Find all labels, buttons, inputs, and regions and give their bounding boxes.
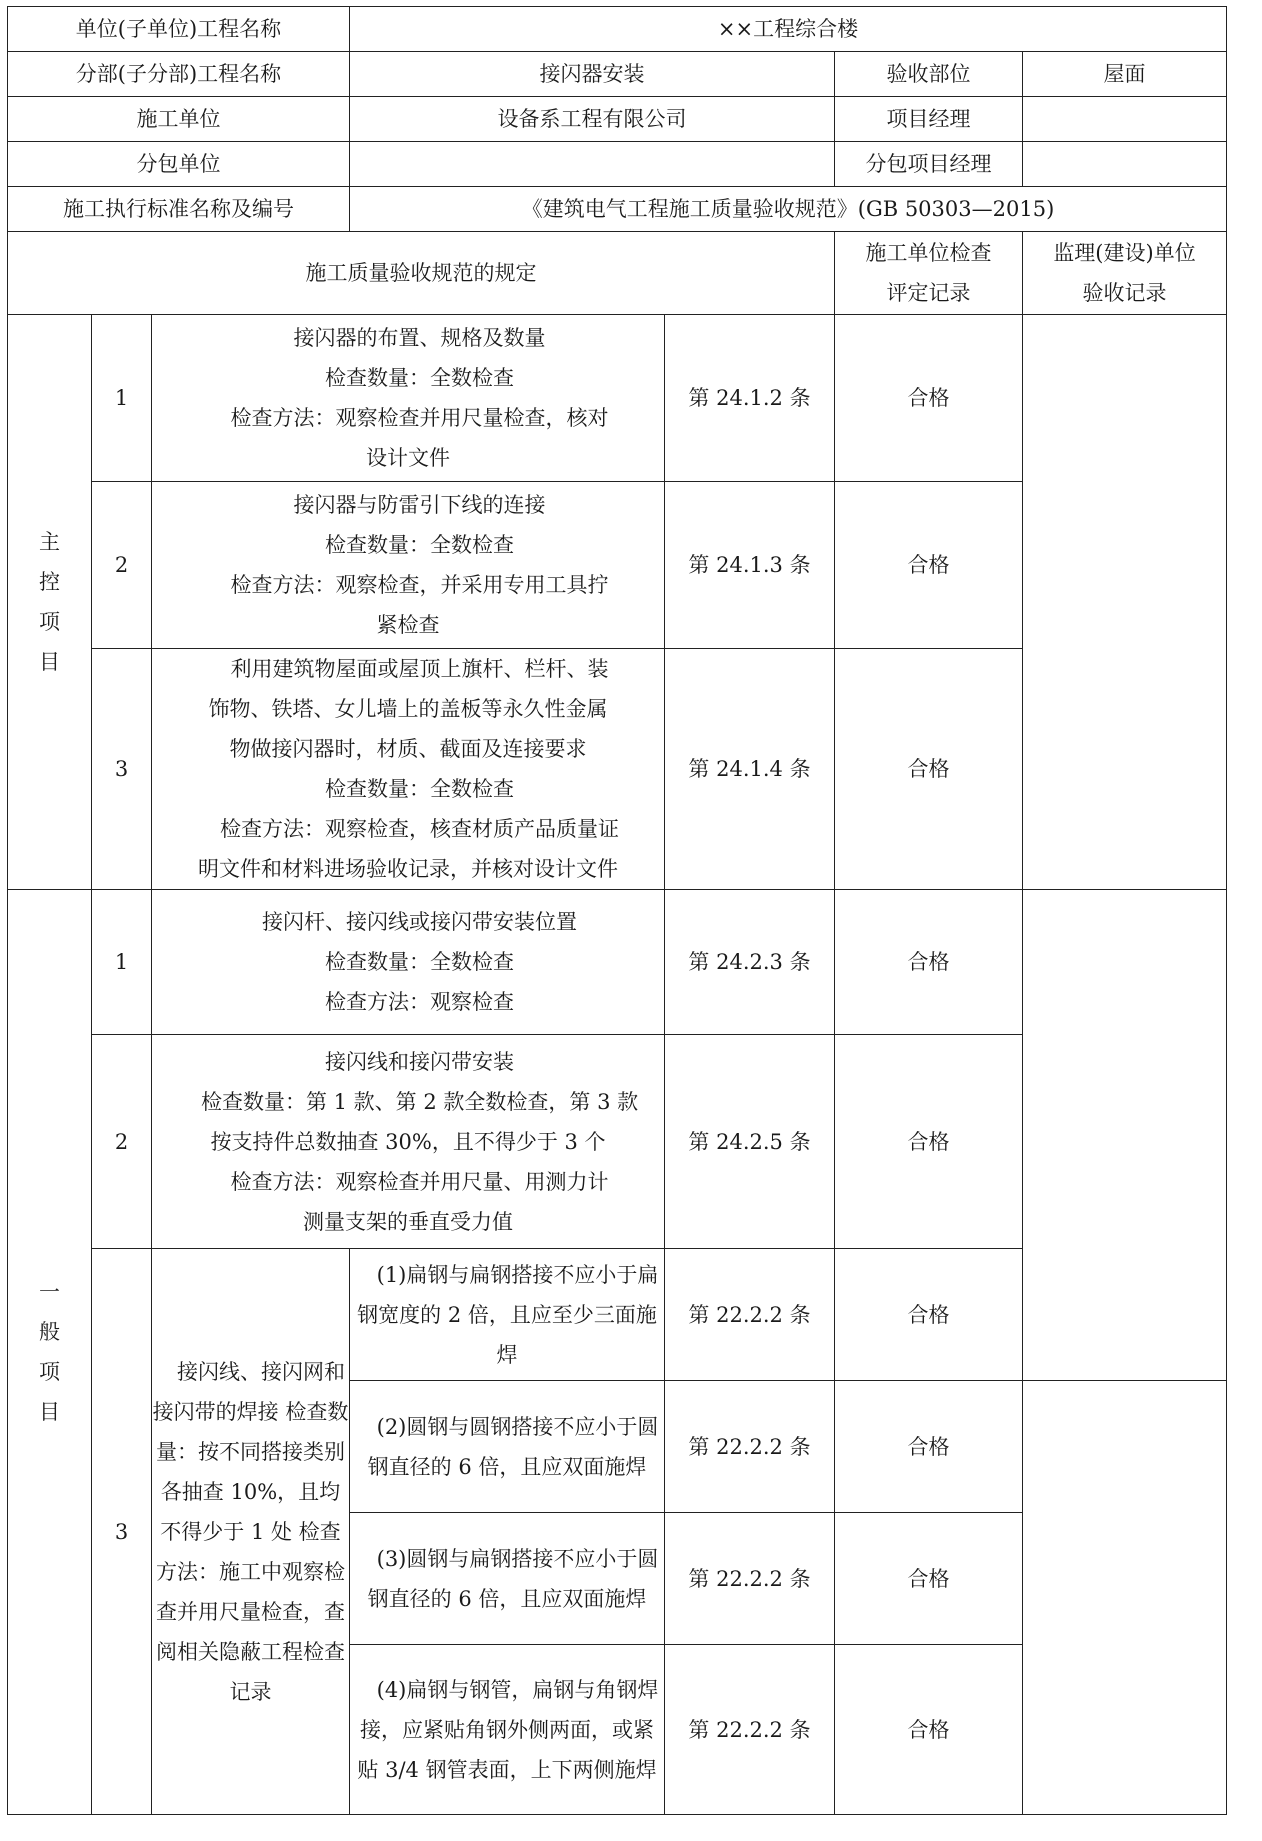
standard-label: 施工执行标准名称及编号	[8, 187, 350, 232]
row-sub-project	[8, 52, 1227, 97]
main-control-char-2: 控	[39, 570, 60, 594]
check-record-header-line1: 施工单位检查	[865, 241, 992, 265]
check-result: 合格	[835, 890, 1023, 1035]
general-category	[8, 890, 92, 1815]
requirement-line: 检查数量：全数检查	[325, 777, 515, 801]
row-standard	[8, 187, 1227, 232]
requirement-line: 接闪器与防雷引下线的连接	[293, 493, 546, 517]
supervision-record-general-lower	[1023, 1381, 1227, 1815]
requirement-line: 检查方法：观察检查并用尺量检查，核对	[230, 406, 609, 430]
check-result: 合格	[835, 1645, 1023, 1815]
supervision-header-line1: 监理(建设)单位	[1053, 241, 1196, 265]
requirement-line: 检查方法：观察检查，核查材质产品质量证	[220, 817, 620, 841]
spec-column-header: 施工质量验收规范的规定	[8, 232, 835, 315]
main-control-char-3: 项	[39, 610, 60, 634]
check-record-header-line2: 评定记录	[886, 281, 971, 305]
sub-requirement-text: (4)扁钢与钢管，扁钢与角钢焊接，应紧贴角钢外侧两面，或紧贴 3/4 钢管表面，上下两侧施焊	[350, 1645, 665, 1815]
requirement-text	[152, 649, 665, 890]
main-control-category	[8, 315, 92, 890]
requirement-line: 接闪线和接闪带安装	[325, 1049, 515, 1074]
general-row-1	[8, 890, 1227, 1035]
sub-requirement-text: (2)圆钢与圆钢搭接不应小于圆钢直径的 6 倍，且应双面施焊	[350, 1381, 665, 1513]
requirement-line: 检查数量：全数检查	[325, 950, 515, 974]
requirement-text	[152, 315, 665, 482]
requirement-line: 按支持件总数抽查 30%，且不得少于 3 个	[210, 1129, 606, 1154]
acceptance-part-label: 验收部位	[835, 52, 1023, 97]
item-number: 1	[92, 890, 152, 1035]
requirement-line: 明文件和材料进场验收记录，并核对设计文件	[198, 857, 618, 881]
general-char-2: 般	[39, 1320, 60, 1344]
requirement-line: 测量支架的垂直受力值	[303, 1209, 513, 1234]
clause-reference: 第 22.2.2 条	[665, 1381, 835, 1513]
main-control-char-4: 目	[39, 650, 60, 674]
check-result: 合格	[835, 1035, 1023, 1249]
requirement-line: 接闪器的布置、规格及数量	[293, 326, 546, 350]
general-char-3: 项	[39, 1360, 60, 1384]
check-result: 合格	[835, 649, 1023, 890]
clause-reference: 第 22.2.2 条	[665, 1513, 835, 1645]
clause-reference: 第 24.2.5 条	[665, 1035, 835, 1249]
row-construction-unit	[8, 97, 1227, 142]
clause-reference: 第 24.1.2 条	[665, 315, 835, 482]
requirement-line: 检查方法：观察检查，并采用专用工具拧	[230, 573, 609, 597]
requirement-text: 接闪线、接闪网和接闪带的焊接 检查数量：按不同搭接类别各抽查 10%，且均不得少于 1 处 检查方法：施工中观察检查并用尺量检查，查阅相关隐蔽工程检查记录	[152, 1249, 350, 1815]
general-char-1: 一	[39, 1280, 60, 1304]
requirement-text	[152, 890, 665, 1035]
requirement-line: 紧检查	[376, 613, 440, 637]
unit-project-label: 单位(子单位)工程名称	[8, 7, 350, 52]
requirement-text	[152, 1035, 665, 1249]
general-char-4: 目	[39, 1400, 60, 1424]
requirement-line: 检查数量：全数检查	[325, 366, 515, 390]
item-number: 1	[92, 315, 152, 482]
subcontract-manager-value	[1023, 142, 1227, 187]
main-control-row-1	[8, 315, 1227, 482]
standard-value: 《建筑电气工程施工质量验收规范》(GB 50303—2015)	[350, 187, 1227, 232]
project-manager-value	[1023, 97, 1227, 142]
requirement-line: 利用建筑物屋面或屋顶上旗杆、栏杆、装	[230, 657, 609, 681]
clause-reference: 第 22.2.2 条	[665, 1645, 835, 1815]
supervision-record-main	[1023, 315, 1227, 890]
construction-unit-label: 施工单位	[8, 97, 350, 142]
subcontract-unit-label: 分包单位	[8, 142, 350, 187]
requirement-text	[152, 482, 665, 649]
supervision-header-line2: 验收记录	[1082, 281, 1167, 305]
check-record-column-header	[835, 232, 1023, 315]
row-subcontract-unit	[8, 142, 1227, 187]
subcontract-unit-value	[350, 142, 835, 187]
sub-project-value: 接闪器安装	[350, 52, 835, 97]
row-column-headers	[8, 232, 1227, 315]
clause-reference: 第 24.2.3 条	[665, 890, 835, 1035]
requirement-line: 检查数量：全数检查	[325, 533, 515, 557]
requirement-line: 饰物、铁塔、女儿墙上的盖板等永久性金属	[208, 697, 608, 721]
requirement-line: 接闪杆、接闪线或接闪带安装位置	[262, 910, 578, 934]
row-unit-project	[8, 7, 1227, 52]
requirement-line: 检查方法：观察检查并用尺量、用测力计	[230, 1169, 609, 1194]
supervision-record-general-upper	[1023, 890, 1227, 1381]
requirement-line: 物做接闪器时，材质、截面及连接要求	[229, 737, 587, 761]
supervision-column-header	[1023, 232, 1227, 315]
check-result: 合格	[835, 1513, 1023, 1645]
item-number: 2	[92, 482, 152, 649]
acceptance-part-value: 屋面	[1023, 52, 1227, 97]
requirement-line: 设计文件	[366, 446, 450, 470]
construction-unit-value: 设备系工程有限公司	[350, 97, 835, 142]
requirement-line: 检查方法：观察检查	[325, 990, 515, 1014]
sub-requirement-text: (1)扁钢与扁钢搭接不应小于扁钢宽度的 2 倍，且应至少三面施焊	[350, 1249, 665, 1381]
item-number: 3	[92, 1249, 152, 1815]
unit-project-value: ××工程综合楼	[350, 7, 1227, 52]
check-result: 合格	[835, 1381, 1023, 1513]
sub-project-label: 分部(子分部)工程名称	[8, 52, 350, 97]
project-manager-label: 项目经理	[835, 97, 1023, 142]
check-result: 合格	[835, 482, 1023, 649]
item-number: 3	[92, 649, 152, 890]
clause-reference: 第 24.1.3 条	[665, 482, 835, 649]
requirement-line: 检查数量：第 1 款、第 2 款全数检查，第 3 款	[200, 1089, 639, 1114]
sub-requirement-text: (3)圆钢与扁钢搭接不应小于圆钢直径的 6 倍，且应双面施焊	[350, 1513, 665, 1645]
check-result: 合格	[835, 315, 1023, 482]
item-number: 2	[92, 1035, 152, 1249]
clause-reference: 第 22.2.2 条	[665, 1249, 835, 1381]
main-control-char-1: 主	[39, 530, 60, 554]
clause-reference: 第 24.1.4 条	[665, 649, 835, 890]
subcontract-manager-label: 分包项目经理	[835, 142, 1023, 187]
check-result: 合格	[835, 1249, 1023, 1381]
inspection-acceptance-form	[7, 6, 1227, 1815]
